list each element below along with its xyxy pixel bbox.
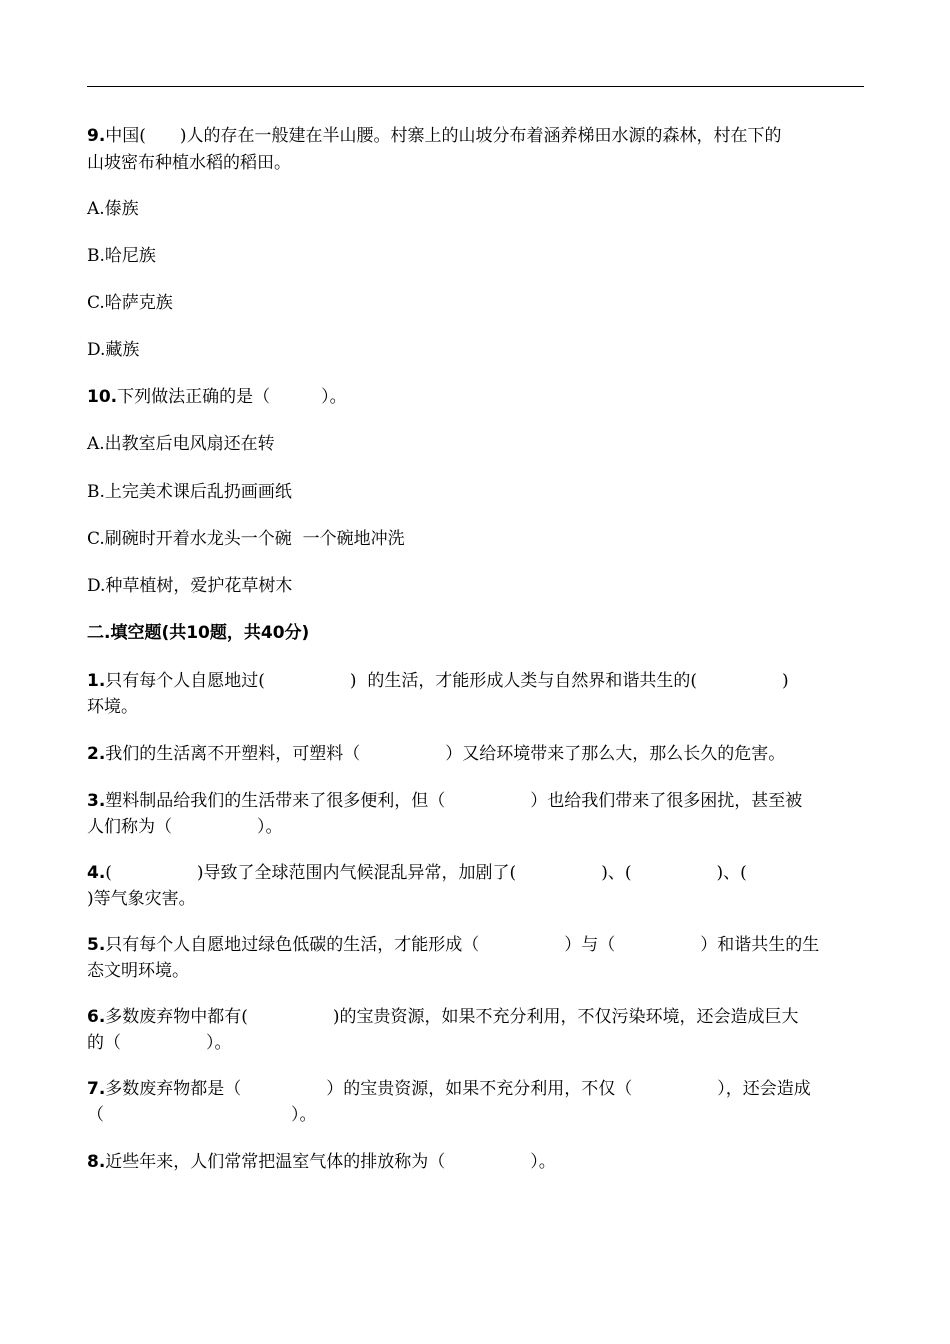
question-text: 环境。 <box>87 697 138 717</box>
question-10-line-1 <box>87 384 867 410</box>
question-number: 7. <box>87 1079 106 1099</box>
question-text: 人们称为（ ）。 <box>87 817 283 837</box>
question-number: 8. <box>87 1152 106 1172</box>
question-text: 多数废弃物都是（ ）的宝贵资源，如果不充分利用，不仅（ ），还会造成 <box>105 1079 811 1099</box>
fill-question-4-line-2 <box>87 886 867 912</box>
section-title: 二.填空题(共10题，共40分) <box>87 623 310 643</box>
question-text: 塑料制品给我们的生活带来了很多便利，但（ ）也给我们带来了很多困扰，甚至被 <box>105 791 803 811</box>
question-number: 5. <box>87 935 106 955</box>
fill-question-1-line-2 <box>87 694 867 720</box>
fill-question-5-line-1 <box>87 932 867 958</box>
question-text: 只有每个人自愿地过绿色低碳的生活，才能形成（ ）与（ ）和谐共生的生 <box>105 935 820 955</box>
question-text: 近些年来，人们常常把温室气体的排放称为（ ）。 <box>105 1152 556 1172</box>
question-text: 中国( )人的存在一般建在半山腰。村寨上的山坡分布着涵养梯田水源的森林，村在下的 <box>105 126 782 146</box>
question-text: 多数废弃物中都有( )的宝贵资源，如果不充分利用，不仅污染环境，还会造成巨大 <box>105 1007 799 1027</box>
fill-question-6-line-1 <box>87 1004 867 1030</box>
question-number: 6. <box>87 1007 106 1027</box>
question-text: 态文明环境。 <box>87 961 189 981</box>
question-text: 只有每个人自愿地过( ) 的生活，才能形成人类与自然界和谐共生的( ) <box>105 671 789 691</box>
fill-question-1-line-1 <box>87 668 867 694</box>
question-text: )等气象灾害。 <box>87 889 196 909</box>
question-text: 我们的生活离不开塑料，可塑料（ ）又给环境带来了那么大，那么长久的危害。 <box>105 744 786 764</box>
option-a: A.傣族 <box>87 199 139 219</box>
question-text: 下列做法正确的是（ ）。 <box>117 387 347 407</box>
question-number: 3. <box>87 791 106 811</box>
option-c: C.刷碗时开着水龙头一个碗 一个碗地冲洗 <box>87 529 405 549</box>
fill-question-7-line-1 <box>87 1076 867 1102</box>
question-number: 4. <box>87 863 106 883</box>
fill-question-7-line-2 <box>87 1102 867 1128</box>
fill-question-3-line-2 <box>87 814 867 840</box>
question-number: 10. <box>87 387 118 407</box>
option-b: B.哈尼族 <box>87 246 156 266</box>
option-c: C.哈萨克族 <box>87 293 173 313</box>
question-9-line-2 <box>87 150 867 176</box>
question-text: （ ）。 <box>87 1105 317 1125</box>
header-divider <box>87 86 864 87</box>
fill-question-5-line-2 <box>87 958 867 984</box>
option-b: B.上完美术课后乱扔画画纸 <box>87 482 292 502</box>
question-text: 的（ ）。 <box>87 1033 232 1053</box>
question-text: ( )导致了全球范围内气候混乱异常，加剧了( )、( )、( <box>105 863 747 883</box>
fill-question-6-line-2 <box>87 1030 867 1056</box>
option-d: D.藏族 <box>87 340 140 360</box>
fill-question-3-line-1 <box>87 788 867 814</box>
option-d: D.种草植树，爱护花草树木 <box>87 576 293 596</box>
fill-question-4-line-1 <box>87 860 867 886</box>
fill-question-8-line-1 <box>87 1149 867 1175</box>
question-number: 1. <box>87 671 106 691</box>
option-a: A.出教室后电风扇还在转 <box>87 434 275 454</box>
question-text: 山坡密布种植水稻的稻田。 <box>87 153 291 173</box>
question-9-line-1 <box>87 123 867 149</box>
fill-question-2-line-1 <box>87 741 867 767</box>
question-number: 2. <box>87 744 106 764</box>
question-number: 9. <box>87 126 106 146</box>
